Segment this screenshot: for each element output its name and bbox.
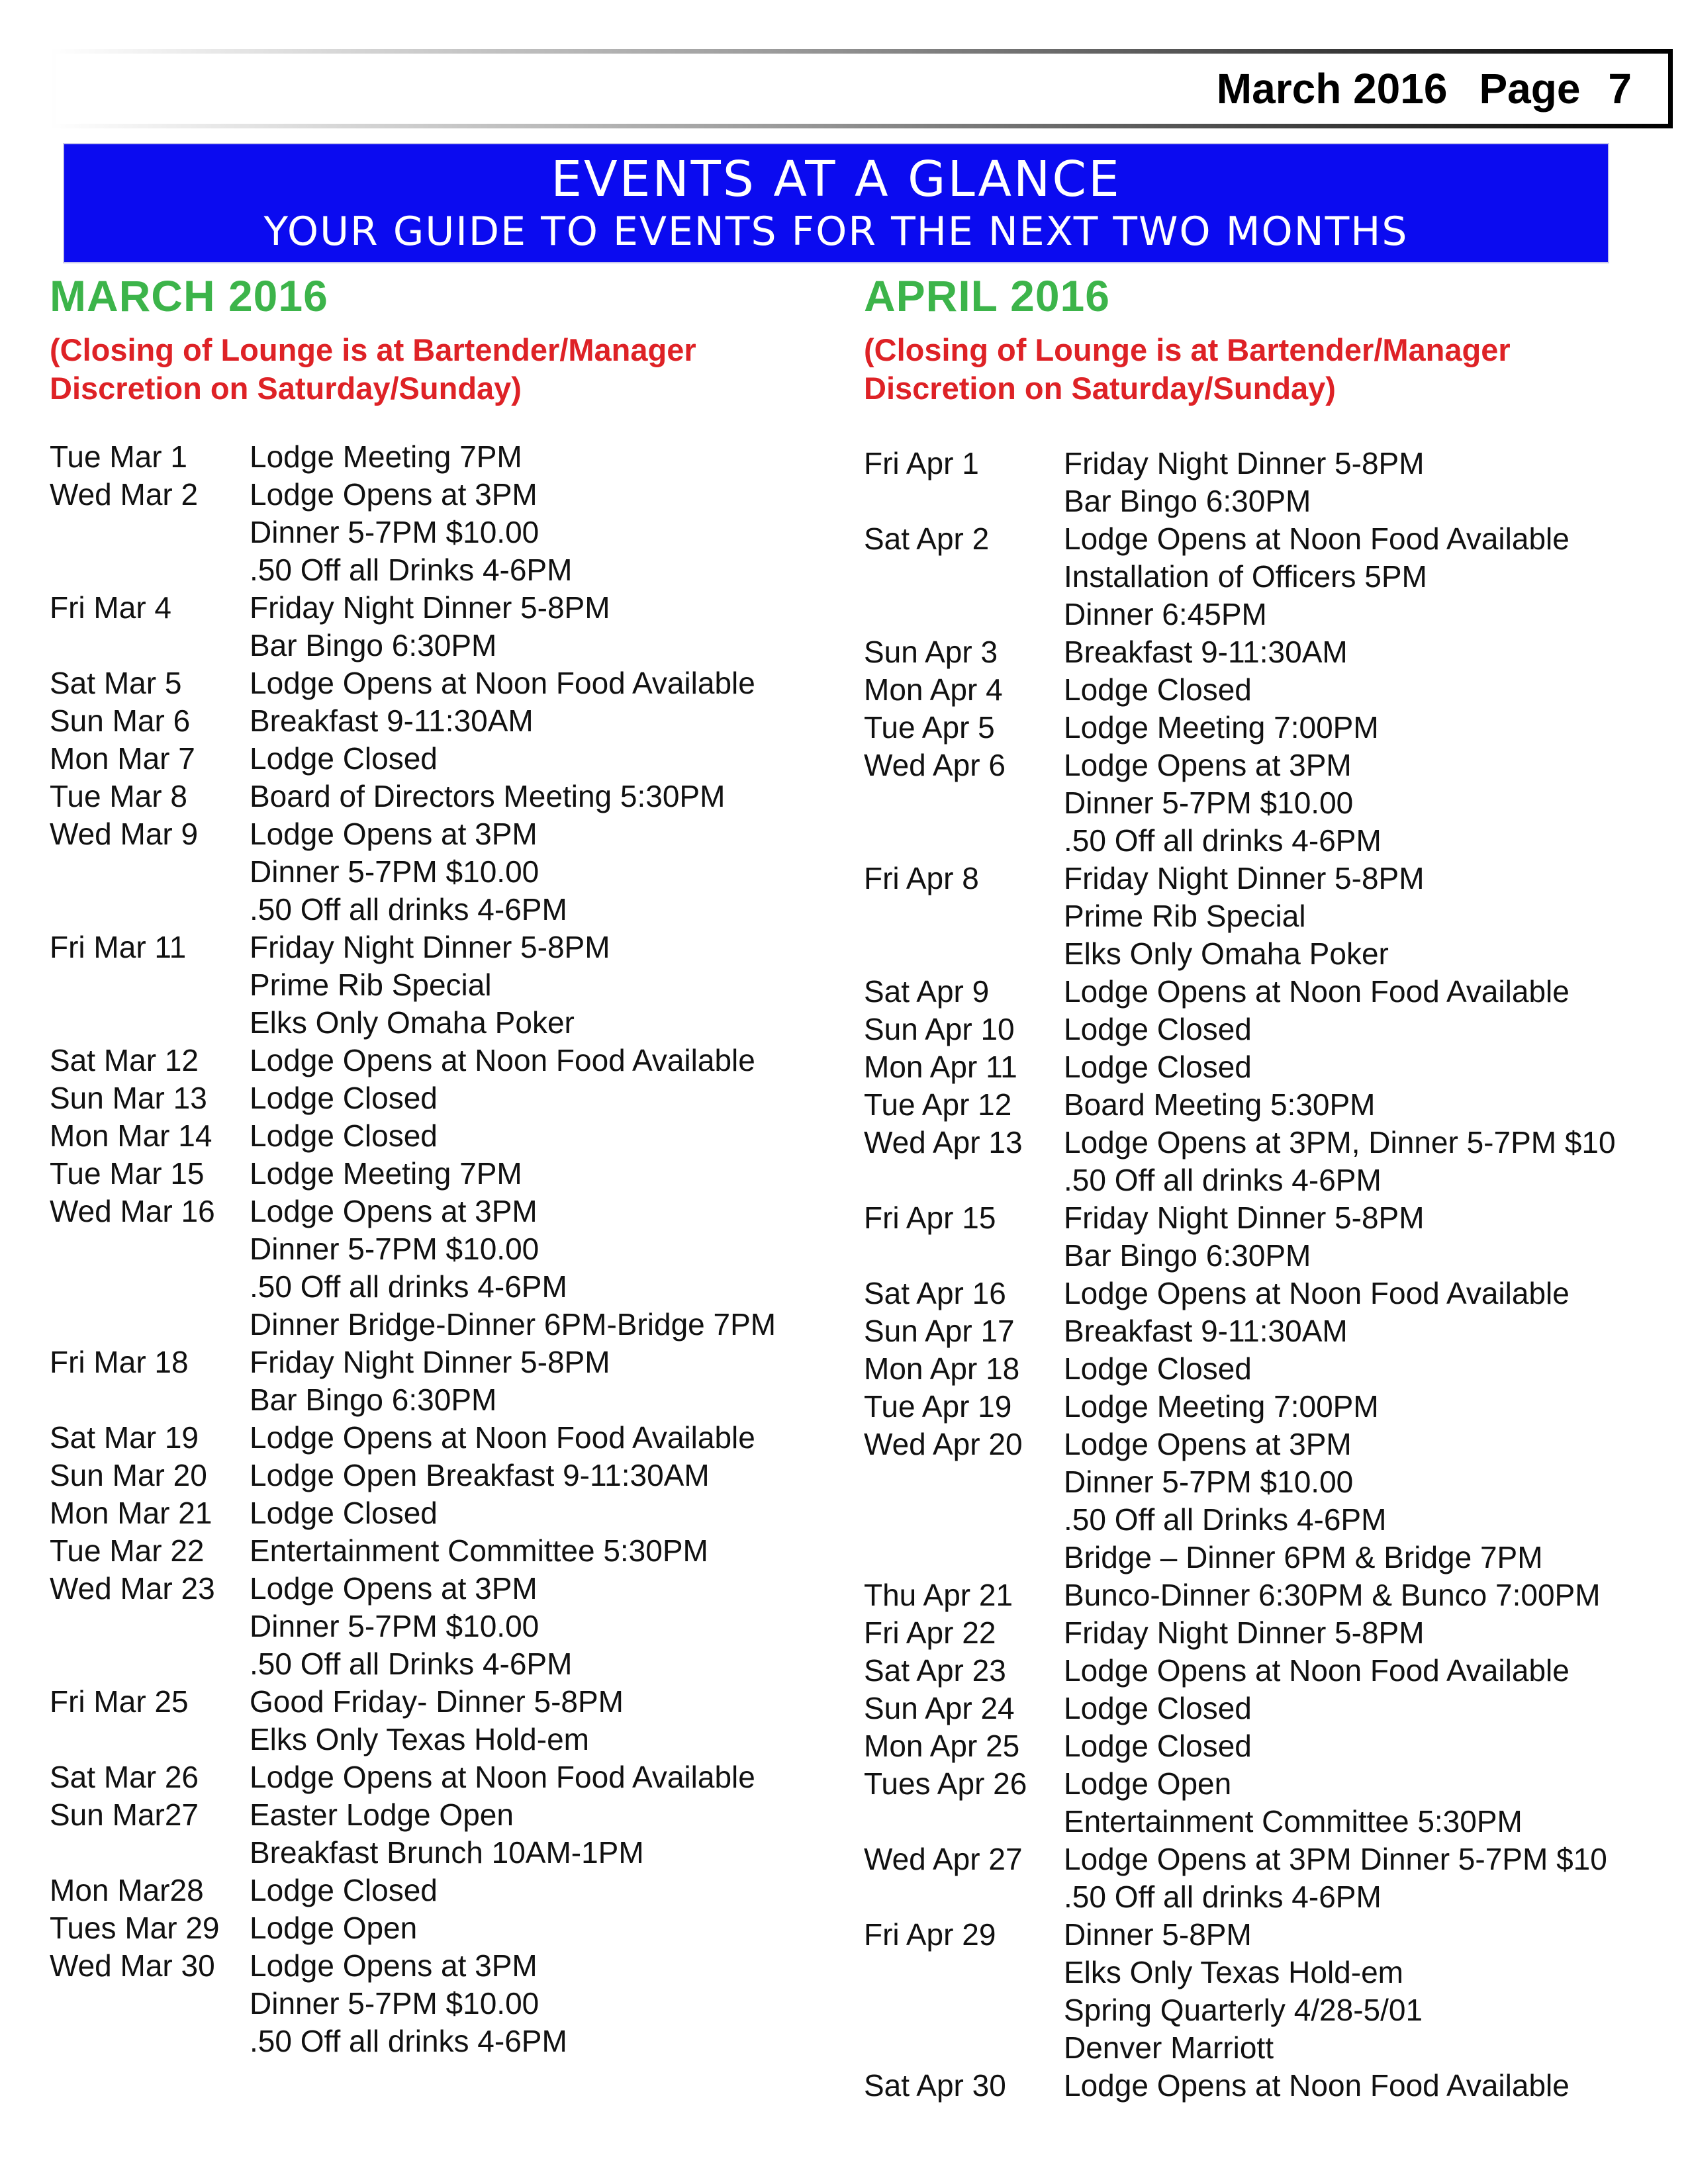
event-line: Bridge – Dinner 6PM & Bridge 7PM bbox=[1064, 1540, 1543, 1574]
event-lines bbox=[250, 929, 821, 1042]
event-date: Mon Apr 11 bbox=[864, 1050, 1017, 1084]
event-line: Lodge Closed bbox=[250, 1873, 438, 1907]
event-lines bbox=[250, 1570, 821, 1683]
event-lines bbox=[1064, 671, 1645, 709]
event-row bbox=[864, 1765, 1645, 1841]
event-date: Wed Mar 23 bbox=[50, 1571, 215, 1606]
event-row bbox=[864, 1048, 1645, 1086]
event-row bbox=[864, 1614, 1645, 1652]
event-line: Board Meeting 5:30PM bbox=[1064, 1087, 1376, 1122]
event-row bbox=[864, 1690, 1645, 1727]
event-row bbox=[864, 973, 1645, 1011]
event-row bbox=[864, 445, 1645, 520]
header-page-number: 7 bbox=[1608, 65, 1632, 113]
event-row bbox=[864, 860, 1645, 973]
event-line: Denver Marriott bbox=[1064, 2030, 1274, 2065]
event-row bbox=[50, 1494, 821, 1532]
event-lines bbox=[1064, 1199, 1645, 1275]
event-date: Tues Apr 26 bbox=[864, 1766, 1027, 1801]
event-line: Lodge Meeting 7:00PM bbox=[1064, 710, 1379, 745]
event-line: Lodge Opens at Noon Food Available bbox=[1064, 522, 1570, 556]
event-row bbox=[50, 778, 821, 815]
event-date: Sat Mar 12 bbox=[50, 1043, 199, 1077]
event-lines bbox=[1064, 1690, 1645, 1727]
event-line: Lodge Closed bbox=[1064, 1351, 1252, 1386]
event-date: Sun Mar27 bbox=[50, 1797, 199, 1832]
event-row bbox=[864, 1011, 1645, 1048]
event-date: Mon Apr 18 bbox=[864, 1351, 1020, 1386]
event-row bbox=[50, 1758, 821, 1796]
event-lines bbox=[1064, 1652, 1645, 1690]
event-line: Lodge Opens at Noon Food Available bbox=[250, 1420, 755, 1455]
event-lines bbox=[1064, 1727, 1645, 1765]
event-line: Lodge Opens at 3PM, Dinner 5-7PM $10 bbox=[1064, 1125, 1616, 1160]
event-line: Elks Only Omaha Poker bbox=[1064, 936, 1389, 971]
event-lines bbox=[1064, 1048, 1645, 1086]
event-line: Lodge Opens at Noon Food Available bbox=[250, 1760, 755, 1794]
event-line: Entertainment Committee 5:30PM bbox=[250, 1533, 708, 1568]
event-date: Sun Apr 10 bbox=[864, 1012, 1015, 1046]
events-banner bbox=[63, 143, 1609, 263]
event-row bbox=[50, 589, 821, 664]
event-date: Tue Mar 1 bbox=[50, 439, 187, 474]
event-line: Dinner 5-7PM $10.00 bbox=[1064, 786, 1354, 820]
event-line: Friday Night Dinner 5-8PM bbox=[1064, 861, 1425, 895]
event-row bbox=[50, 1042, 821, 1079]
event-row bbox=[864, 1199, 1645, 1275]
column-april bbox=[864, 271, 1645, 2105]
event-date: Mon Mar 7 bbox=[50, 741, 195, 776]
event-line: Easter Lodge Open bbox=[250, 1797, 514, 1832]
event-date: Sat Apr 9 bbox=[864, 974, 990, 1009]
event-line: Breakfast Brunch 10AM-1PM bbox=[250, 1835, 644, 1870]
event-line: Elks Only Omaha Poker bbox=[250, 1005, 575, 1040]
event-line: Lodge Opens at 3PM Dinner 5-7PM $10 bbox=[1064, 1842, 1607, 1876]
event-line: Friday Night Dinner 5-8PM bbox=[1064, 1201, 1425, 1235]
event-line: Dinner 5-7PM $10.00 bbox=[250, 854, 539, 889]
event-list-april bbox=[864, 445, 1645, 2105]
event-lines bbox=[1064, 2067, 1645, 2105]
event-row bbox=[50, 1193, 821, 1343]
event-line: Lodge Closed bbox=[250, 1118, 438, 1153]
event-date: Tue Mar 22 bbox=[50, 1533, 205, 1568]
event-line: Elks Only Texas Hold-em bbox=[1064, 1955, 1403, 1989]
event-line: Lodge Opens at Noon Food Available bbox=[1064, 2068, 1570, 2103]
event-lines bbox=[250, 1117, 821, 1155]
event-row bbox=[50, 1909, 821, 1947]
event-line: Lodge Opens at Noon Food Available bbox=[250, 666, 755, 700]
event-lines bbox=[250, 1457, 821, 1494]
event-lines bbox=[250, 815, 821, 929]
event-lines bbox=[1064, 747, 1645, 860]
lounge-note-line: (Closing of Lounge is at Bartender/Manager bbox=[864, 332, 1511, 367]
event-row bbox=[864, 1576, 1645, 1614]
event-date: Tue Mar 15 bbox=[50, 1156, 205, 1191]
event-row bbox=[864, 2067, 1645, 2105]
event-line: Lodge Meeting 7:00PM bbox=[1064, 1389, 1379, 1424]
lounge-note-line: Discretion on Saturday/Sunday) bbox=[50, 371, 522, 406]
event-line: Dinner 5-7PM $10.00 bbox=[250, 1986, 539, 2021]
event-row bbox=[50, 1079, 821, 1117]
event-lines bbox=[250, 1343, 821, 1419]
event-date: Sun Mar 20 bbox=[50, 1458, 207, 1492]
event-row bbox=[50, 815, 821, 929]
event-line: Dinner 6:45PM bbox=[1064, 597, 1267, 631]
event-row bbox=[864, 1350, 1645, 1388]
event-date: Tue Apr 12 bbox=[864, 1087, 1012, 1122]
event-date: Sat Apr 16 bbox=[864, 1276, 1006, 1310]
event-date: Wed Mar 16 bbox=[50, 1194, 215, 1228]
event-line: Dinner 5-8PM bbox=[1064, 1917, 1252, 1952]
event-line: Bar Bingo 6:30PM bbox=[250, 628, 497, 662]
event-line: .50 Off all drinks 4-6PM bbox=[250, 892, 567, 927]
event-row bbox=[864, 1388, 1645, 1426]
event-line: Lodge Meeting 7PM bbox=[250, 1156, 522, 1191]
event-date: Wed Mar 30 bbox=[50, 1948, 215, 1983]
event-lines bbox=[250, 1758, 821, 1796]
event-date: Sat Apr 30 bbox=[864, 2068, 1006, 2103]
event-line: Lodge Opens at Noon Food Available bbox=[1064, 1653, 1570, 1688]
event-row bbox=[50, 929, 821, 1042]
event-date: Sun Apr 3 bbox=[864, 635, 998, 669]
event-line: Dinner 5-7PM $10.00 bbox=[1064, 1465, 1354, 1499]
event-row bbox=[864, 1652, 1645, 1690]
event-date: Mon Mar28 bbox=[50, 1873, 204, 1907]
event-line: .50 Off all Drinks 4-6PM bbox=[250, 553, 573, 587]
event-date: Sat Mar 26 bbox=[50, 1760, 199, 1794]
event-date: Wed Apr 6 bbox=[864, 748, 1006, 782]
event-lines bbox=[250, 1155, 821, 1193]
event-lines bbox=[250, 589, 821, 664]
event-lines bbox=[1064, 860, 1645, 973]
event-row bbox=[864, 633, 1645, 671]
event-date: Sat Mar 19 bbox=[50, 1420, 199, 1455]
event-lines bbox=[1064, 1350, 1645, 1388]
event-row bbox=[50, 1117, 821, 1155]
event-line: Lodge Opens at 3PM bbox=[1064, 1427, 1352, 1461]
event-line: Lodge Closed bbox=[1064, 672, 1252, 707]
banner-subtitle: YOUR GUIDE TO EVENTS FOR THE NEXT TWO MONTHS bbox=[263, 208, 1409, 255]
event-line: Friday Night Dinner 5-8PM bbox=[1064, 1615, 1425, 1650]
event-line: Friday Night Dinner 5-8PM bbox=[250, 590, 610, 625]
event-lines bbox=[1064, 1765, 1645, 1841]
event-date: Thu Apr 21 bbox=[864, 1578, 1013, 1612]
event-lines bbox=[1064, 709, 1645, 747]
event-date: Fri Apr 8 bbox=[864, 861, 979, 895]
event-date: Fri Apr 22 bbox=[864, 1615, 996, 1650]
event-lines bbox=[1064, 1916, 1645, 2067]
event-date: Sat Mar 5 bbox=[50, 666, 182, 700]
event-row bbox=[864, 709, 1645, 747]
event-date: Fri Apr 15 bbox=[864, 1201, 996, 1235]
event-lines bbox=[250, 664, 821, 702]
event-line: Lodge Opens at Noon Food Available bbox=[250, 1043, 755, 1077]
event-line: Bunco-Dinner 6:30PM & Bunco 7:00PM bbox=[1064, 1578, 1601, 1612]
event-lines bbox=[250, 1909, 821, 1947]
event-line: Lodge Opens at Noon Food Available bbox=[1064, 974, 1570, 1009]
event-row bbox=[50, 1570, 821, 1683]
event-line: Good Friday- Dinner 5-8PM bbox=[250, 1684, 624, 1719]
event-row bbox=[864, 1841, 1645, 1916]
header-page-label: Page bbox=[1479, 65, 1581, 113]
event-date: Wed Mar 9 bbox=[50, 817, 199, 851]
event-line: Lodge Opens at 3PM bbox=[250, 1948, 538, 1983]
event-line: Lodge Open bbox=[1064, 1766, 1232, 1801]
header-month-year: March 2016 bbox=[1216, 65, 1448, 113]
event-line: Friday Night Dinner 5-8PM bbox=[1064, 446, 1425, 480]
event-line: Lodge Closed bbox=[1064, 1691, 1252, 1725]
event-row bbox=[50, 476, 821, 589]
event-lines bbox=[1064, 973, 1645, 1011]
event-row bbox=[50, 1457, 821, 1494]
event-row bbox=[50, 740, 821, 778]
event-lines bbox=[250, 702, 821, 740]
event-line: Spring Quarterly 4/28-5/01 bbox=[1064, 1993, 1423, 2027]
event-lines bbox=[250, 438, 821, 476]
event-lines bbox=[1064, 1426, 1645, 1576]
event-date: Sun Apr 17 bbox=[864, 1314, 1015, 1348]
event-line: Lodge Opens at 3PM bbox=[1064, 748, 1352, 782]
event-line: Lodge Opens at 3PM bbox=[250, 817, 538, 851]
banner-title: EVENTS AT A GLANCE bbox=[551, 151, 1121, 208]
event-row bbox=[864, 747, 1645, 860]
lounge-note-line: Discretion on Saturday/Sunday) bbox=[864, 371, 1336, 406]
lounge-note-april bbox=[864, 331, 1645, 408]
event-line: Prime Rib Special bbox=[250, 968, 492, 1002]
event-line: Lodge Closed bbox=[250, 741, 438, 776]
event-line: .50 Off all drinks 4-6PM bbox=[1064, 1880, 1382, 1914]
event-line: Breakfast 9-11:30AM bbox=[250, 704, 534, 738]
event-row bbox=[50, 1343, 821, 1419]
event-date: Mon Mar 14 bbox=[50, 1118, 212, 1153]
event-date: Fri Mar 4 bbox=[50, 590, 171, 625]
event-date: Mon Mar 21 bbox=[50, 1496, 212, 1530]
event-date: Mon Apr 25 bbox=[864, 1729, 1020, 1763]
event-line: .50 Off all drinks 4-6PM bbox=[250, 2024, 567, 2058]
event-line: Dinner Bridge-Dinner 6PM-Bridge 7PM bbox=[250, 1307, 776, 1342]
event-row bbox=[50, 664, 821, 702]
event-line: Bar Bingo 6:30PM bbox=[250, 1383, 497, 1417]
event-lines bbox=[1064, 1841, 1645, 1916]
event-row bbox=[50, 1532, 821, 1570]
event-row bbox=[50, 1683, 821, 1758]
event-lines bbox=[250, 1532, 821, 1570]
event-line: Lodge Closed bbox=[1064, 1012, 1252, 1046]
event-row bbox=[864, 1727, 1645, 1765]
event-line: Lodge Open Breakfast 9-11:30AM bbox=[250, 1458, 710, 1492]
month-title-april: APRIL 2016 bbox=[864, 271, 1110, 320]
event-lines bbox=[250, 1042, 821, 1079]
event-line: Bar Bingo 6:30PM bbox=[1064, 484, 1311, 518]
event-list-march bbox=[50, 438, 821, 2060]
event-lines bbox=[1064, 1086, 1645, 1124]
event-lines bbox=[250, 1947, 821, 2060]
event-line: Lodge Closed bbox=[250, 1081, 438, 1115]
event-row bbox=[50, 1419, 821, 1457]
event-date: Fri Apr 29 bbox=[864, 1917, 996, 1952]
event-row bbox=[864, 671, 1645, 709]
event-lines bbox=[1064, 1312, 1645, 1350]
event-date: Wed Mar 2 bbox=[50, 477, 199, 512]
event-line: Bar Bingo 6:30PM bbox=[1064, 1238, 1311, 1273]
event-row bbox=[50, 1947, 821, 2060]
event-line: Prime Rib Special bbox=[1064, 899, 1306, 933]
event-row bbox=[50, 1155, 821, 1193]
event-date: Mon Apr 4 bbox=[864, 672, 1003, 707]
event-row bbox=[864, 1086, 1645, 1124]
event-date: Wed Apr 27 bbox=[864, 1842, 1023, 1876]
event-lines bbox=[1064, 1576, 1645, 1614]
event-lines bbox=[250, 1494, 821, 1532]
event-line: Board of Directors Meeting 5:30PM bbox=[250, 779, 726, 813]
event-line: Dinner 5-7PM $10.00 bbox=[250, 515, 539, 549]
event-lines bbox=[250, 476, 821, 589]
event-line: .50 Off all Drinks 4-6PM bbox=[1064, 1502, 1387, 1537]
event-lines bbox=[1064, 1614, 1645, 1652]
event-row bbox=[864, 1426, 1645, 1576]
event-line: .50 Off all Drinks 4-6PM bbox=[250, 1647, 573, 1681]
event-line: Dinner 5-7PM $10.00 bbox=[250, 1609, 539, 1643]
event-lines bbox=[1064, 1124, 1645, 1199]
event-lines bbox=[1064, 1011, 1645, 1048]
event-lines bbox=[1064, 520, 1645, 633]
event-lines bbox=[250, 1419, 821, 1457]
event-row bbox=[864, 520, 1645, 633]
event-lines bbox=[250, 1796, 821, 1872]
event-line: Lodge Opens at Noon Food Available bbox=[1064, 1276, 1570, 1310]
event-line: Dinner 5-7PM $10.00 bbox=[250, 1232, 539, 1266]
event-row bbox=[50, 702, 821, 740]
event-line: .50 Off all drinks 4-6PM bbox=[250, 1269, 567, 1304]
event-lines bbox=[1064, 633, 1645, 671]
event-date: Sun Mar 13 bbox=[50, 1081, 207, 1115]
event-row bbox=[864, 1312, 1645, 1350]
event-line: Lodge Closed bbox=[1064, 1050, 1252, 1084]
event-lines bbox=[250, 740, 821, 778]
event-line: Lodge Meeting 7PM bbox=[250, 439, 522, 474]
event-lines bbox=[1064, 1275, 1645, 1312]
event-row bbox=[50, 438, 821, 476]
event-date: Fri Mar 11 bbox=[50, 930, 187, 964]
event-line: Lodge Open bbox=[250, 1911, 418, 1945]
event-line: Lodge Opens at 3PM bbox=[250, 477, 538, 512]
event-date: Wed Apr 20 bbox=[864, 1427, 1023, 1461]
event-date: Sat Apr 23 bbox=[864, 1653, 1006, 1688]
event-lines bbox=[250, 1079, 821, 1117]
event-date: Tues Mar 29 bbox=[50, 1911, 220, 1945]
lounge-note-line: (Closing of Lounge is at Bartender/Manager bbox=[50, 332, 696, 367]
event-lines bbox=[250, 1872, 821, 1909]
event-lines bbox=[1064, 445, 1645, 520]
month-title-march: MARCH 2016 bbox=[50, 271, 328, 320]
event-line: Lodge Closed bbox=[1064, 1729, 1252, 1763]
event-line: Lodge Opens at 3PM bbox=[250, 1571, 538, 1606]
event-lines bbox=[250, 1683, 821, 1758]
event-line: Installation of Officers 5PM bbox=[1064, 559, 1427, 594]
event-date: Sat Apr 2 bbox=[864, 522, 990, 556]
event-line: .50 Off all drinks 4-6PM bbox=[1064, 1163, 1382, 1197]
event-lines bbox=[250, 778, 821, 815]
event-date: Fri Apr 1 bbox=[864, 446, 979, 480]
event-row bbox=[864, 1124, 1645, 1199]
event-line: .50 Off all drinks 4-6PM bbox=[1064, 823, 1382, 858]
event-line: Lodge Closed bbox=[250, 1496, 438, 1530]
event-date: Fri Mar 18 bbox=[50, 1345, 189, 1379]
event-line: Breakfast 9-11:30AM bbox=[1064, 1314, 1348, 1348]
event-lines bbox=[1064, 1388, 1645, 1426]
event-lines bbox=[250, 1193, 821, 1343]
page-header-box bbox=[52, 49, 1673, 128]
event-date: Sun Apr 24 bbox=[864, 1691, 1015, 1725]
event-line: Entertainment Committee 5:30PM bbox=[1064, 1804, 1523, 1839]
event-row bbox=[50, 1796, 821, 1872]
event-date: Wed Apr 13 bbox=[864, 1125, 1023, 1160]
column-march bbox=[50, 271, 821, 2060]
event-date: Fri Mar 25 bbox=[50, 1684, 189, 1719]
event-row bbox=[864, 1916, 1645, 2067]
event-line: Friday Night Dinner 5-8PM bbox=[250, 1345, 610, 1379]
event-date: Tue Apr 19 bbox=[864, 1389, 1012, 1424]
event-row bbox=[864, 1275, 1645, 1312]
event-date: Tue Apr 5 bbox=[864, 710, 995, 745]
event-row bbox=[50, 1872, 821, 1909]
event-line: Lodge Opens at 3PM bbox=[250, 1194, 538, 1228]
event-date: Sun Mar 6 bbox=[50, 704, 191, 738]
event-date: Tue Mar 8 bbox=[50, 779, 187, 813]
lounge-note-march bbox=[50, 331, 821, 408]
event-line: Elks Only Texas Hold-em bbox=[250, 1722, 589, 1756]
event-line: Breakfast 9-11:30AM bbox=[1064, 635, 1348, 669]
event-line: Friday Night Dinner 5-8PM bbox=[250, 930, 610, 964]
